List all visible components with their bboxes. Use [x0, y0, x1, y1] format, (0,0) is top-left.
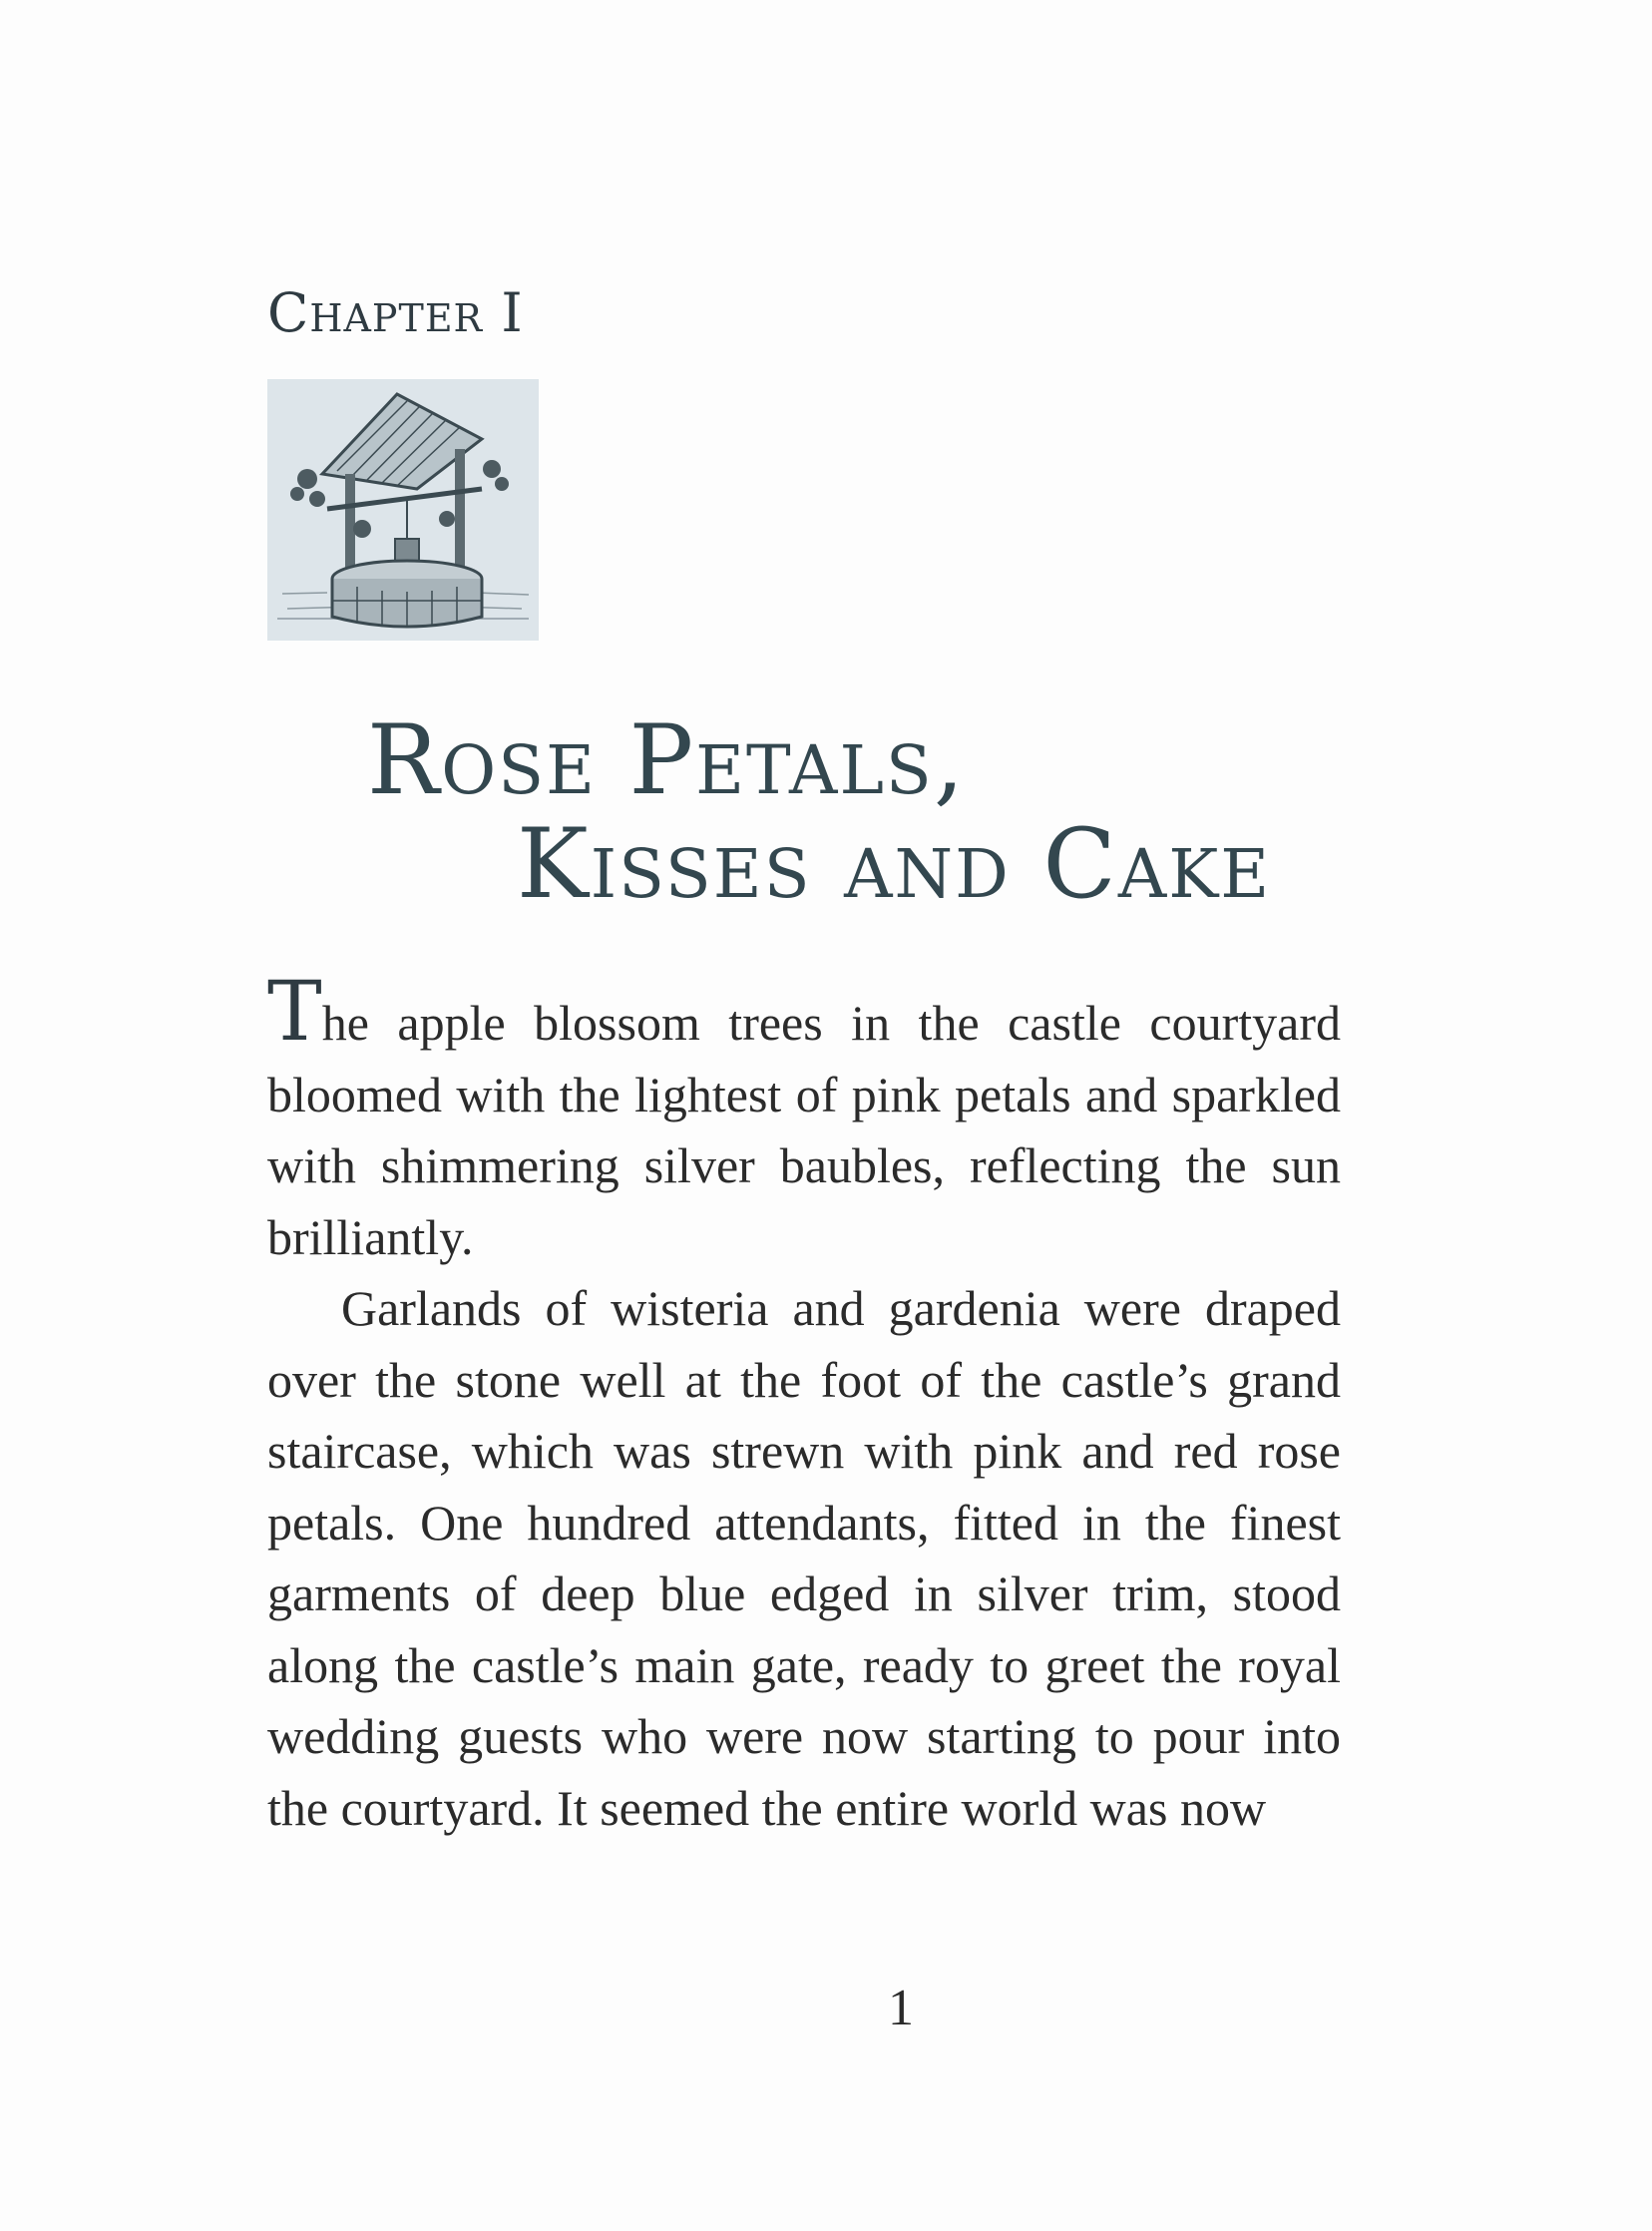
wishing-well-illustration — [267, 379, 539, 641]
chapter-title — [367, 704, 1272, 920]
chapter-title-line-2: Kisses and Cake — [517, 808, 1272, 920]
paragraph — [267, 965, 1341, 1273]
paragraph: Garlands of wisteria and gardenia were draped over the stone well at the foot of the castle’s grand staircase, which was strewn with pink and red rose petals. One hundred attendants, fitted in the finest garments of deep blue edged in silver trim, stood along the castle’s main gate, ready to greet the royal wedding guests who were now starting to pour into the courtyard. It seemed the entire world was now — [267, 1280, 1341, 1836]
body-text — [267, 965, 1341, 1844]
paragraph-text: he apple blossom trees in the castle courtyard bloomed with the lightest of pink petals and sparkled with shimmering silver baubles, reflecting the sun brilliantly. — [267, 995, 1341, 1265]
chapter-title-line-1: Rose Petals, — [367, 704, 967, 816]
chapter-label: Chapter I — [267, 281, 524, 344]
drop-initial: T — [267, 965, 322, 1060]
page-number: 1 — [888, 1980, 914, 2036]
